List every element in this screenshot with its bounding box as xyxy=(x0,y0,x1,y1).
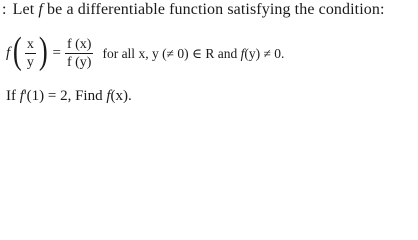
function-symbol: f xyxy=(38,1,43,18)
question-line xyxy=(6,88,132,105)
if-text: If xyxy=(6,88,16,104)
right-paren: ) xyxy=(38,30,48,72)
lhs-numerator: x xyxy=(26,36,34,52)
given-value-text: '(1) = 2, Find xyxy=(23,88,103,104)
rhs-numerator: f (x) xyxy=(66,36,92,52)
derivative-function-symbol: f xyxy=(19,88,24,104)
let-text: Let xyxy=(12,1,35,18)
left-paren: ( xyxy=(13,30,22,72)
lhs-fraction xyxy=(25,36,36,71)
target-function-symbol: f xyxy=(106,88,111,104)
condition-prefix: for all x, y (≠ 0) ∈ R and xyxy=(102,46,238,61)
equation-function-symbol: f xyxy=(6,44,11,61)
condition-function-symbol: f xyxy=(240,46,245,61)
target-suffix: (x). xyxy=(110,88,132,104)
bullet-marker: : xyxy=(2,1,7,18)
functional-equation xyxy=(6,31,284,75)
condition-suffix: (y) ≠ 0. xyxy=(244,46,285,61)
domain-condition xyxy=(102,46,284,62)
lhs-denominator: y xyxy=(26,54,34,70)
problem-statement-line1 xyxy=(2,1,385,19)
rhs-fraction xyxy=(65,36,94,71)
condition-intro-text: be a differentiable function satisfying the condition: xyxy=(47,1,385,18)
equals-sign: = xyxy=(52,44,61,61)
rhs-denominator: f (y) xyxy=(66,54,92,70)
